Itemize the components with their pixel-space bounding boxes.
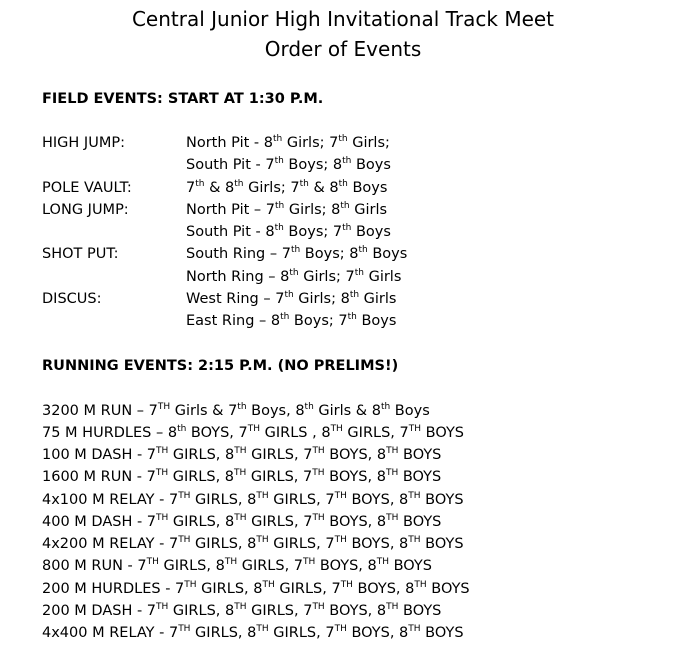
running-event-row: 3200 M RUN – 7TH Girls & 7th Boys, 8th Girls & 8th Boys bbox=[42, 402, 430, 419]
field-event-row bbox=[0, 310, 686, 332]
running-event-row: 400 M DASH - 7TH GIRLS, 8TH GIRLS, 7TH BOYS, 8TH BOYS bbox=[42, 513, 442, 530]
field-event-detail: South Pit - 8th Boys; 7th Boys bbox=[186, 223, 391, 240]
field-event-row bbox=[0, 288, 686, 310]
running-event-row: 1600 M RUN - 7TH GIRLS, 8TH GIRLS, 7TH BOYS, 8TH BOYS bbox=[42, 468, 442, 485]
field-event-row bbox=[0, 199, 686, 221]
field-event-label: SHOT PUT: bbox=[42, 246, 119, 262]
field-event-row bbox=[0, 221, 686, 243]
field-event-row bbox=[0, 154, 686, 176]
document-title: Central Junior High Invitational Track Meet bbox=[131, 7, 555, 31]
running-event-row: 800 M RUN - 7TH GIRLS, 8TH GIRLS, 7TH BOYS, 8TH BOYS bbox=[42, 557, 432, 574]
document-subtitle: Order of Events bbox=[264, 37, 422, 61]
running-event-row: 100 M DASH - 7TH GIRLS, 8TH GIRLS, 7TH BOYS, 8TH BOYS bbox=[42, 446, 442, 463]
field-event-detail: North Pit – 7th Girls; 8th Girls bbox=[186, 201, 388, 218]
field-event-detail: South Ring – 7th Boys; 8th Boys bbox=[186, 245, 408, 262]
running-event-row: 4x200 M RELAY - 7TH GIRLS, 8TH GIRLS, 7TH BOYS, 8TH BOYS bbox=[42, 535, 464, 552]
field-event-label: HIGH JUMP: bbox=[42, 135, 125, 151]
field-event-row bbox=[0, 132, 686, 154]
running-event-row: 4x100 M RELAY - 7TH GIRLS, 8TH GIRLS, 7TH BOYS, 8TH BOYS bbox=[42, 491, 464, 508]
field-event-detail: 7th & 8th Girls; 7th & 8th Boys bbox=[186, 179, 388, 196]
field-event-row bbox=[0, 266, 686, 288]
running-event-row: 75 M HURDLES – 8th BOYS, 7TH GIRLS , 8TH GIRLS, 7TH BOYS bbox=[42, 424, 465, 441]
field-event-detail: North Ring – 8th Girls; 7th Girls bbox=[186, 268, 402, 285]
field-event-row bbox=[0, 177, 686, 199]
field-event-detail: South Pit - 7th Boys; 8th Boys bbox=[186, 156, 391, 173]
running-events-heading: RUNNING EVENTS: 2:15 P.M. (NO PRELIMS!) bbox=[42, 358, 399, 374]
field-event-detail: North Pit - 8th Girls; 7th Girls; bbox=[186, 134, 390, 151]
field-event-row bbox=[0, 243, 686, 265]
field-event-label: DISCUS: bbox=[42, 291, 102, 307]
field-event-detail: East Ring – 8th Boys; 7th Boys bbox=[186, 312, 397, 329]
running-event-row: 200 M DASH - 7TH GIRLS, 8TH GIRLS, 7TH BOYS, 8TH BOYS bbox=[42, 602, 442, 619]
field-events-heading: FIELD EVENTS: START AT 1:30 P.M. bbox=[42, 91, 324, 107]
running-event-row: 200 M HURDLES - 7TH GIRLS, 8TH GIRLS, 7TH BOYS, 8TH BOYS bbox=[42, 580, 470, 597]
field-event-detail: West Ring – 7th Girls; 8th Girls bbox=[186, 290, 397, 307]
running-event-row: 4x400 M RELAY - 7TH GIRLS, 8TH GIRLS, 7TH BOYS, 8TH BOYS bbox=[42, 624, 464, 641]
field-event-label: POLE VAULT: bbox=[42, 180, 132, 196]
field-event-label: LONG JUMP: bbox=[42, 202, 129, 218]
